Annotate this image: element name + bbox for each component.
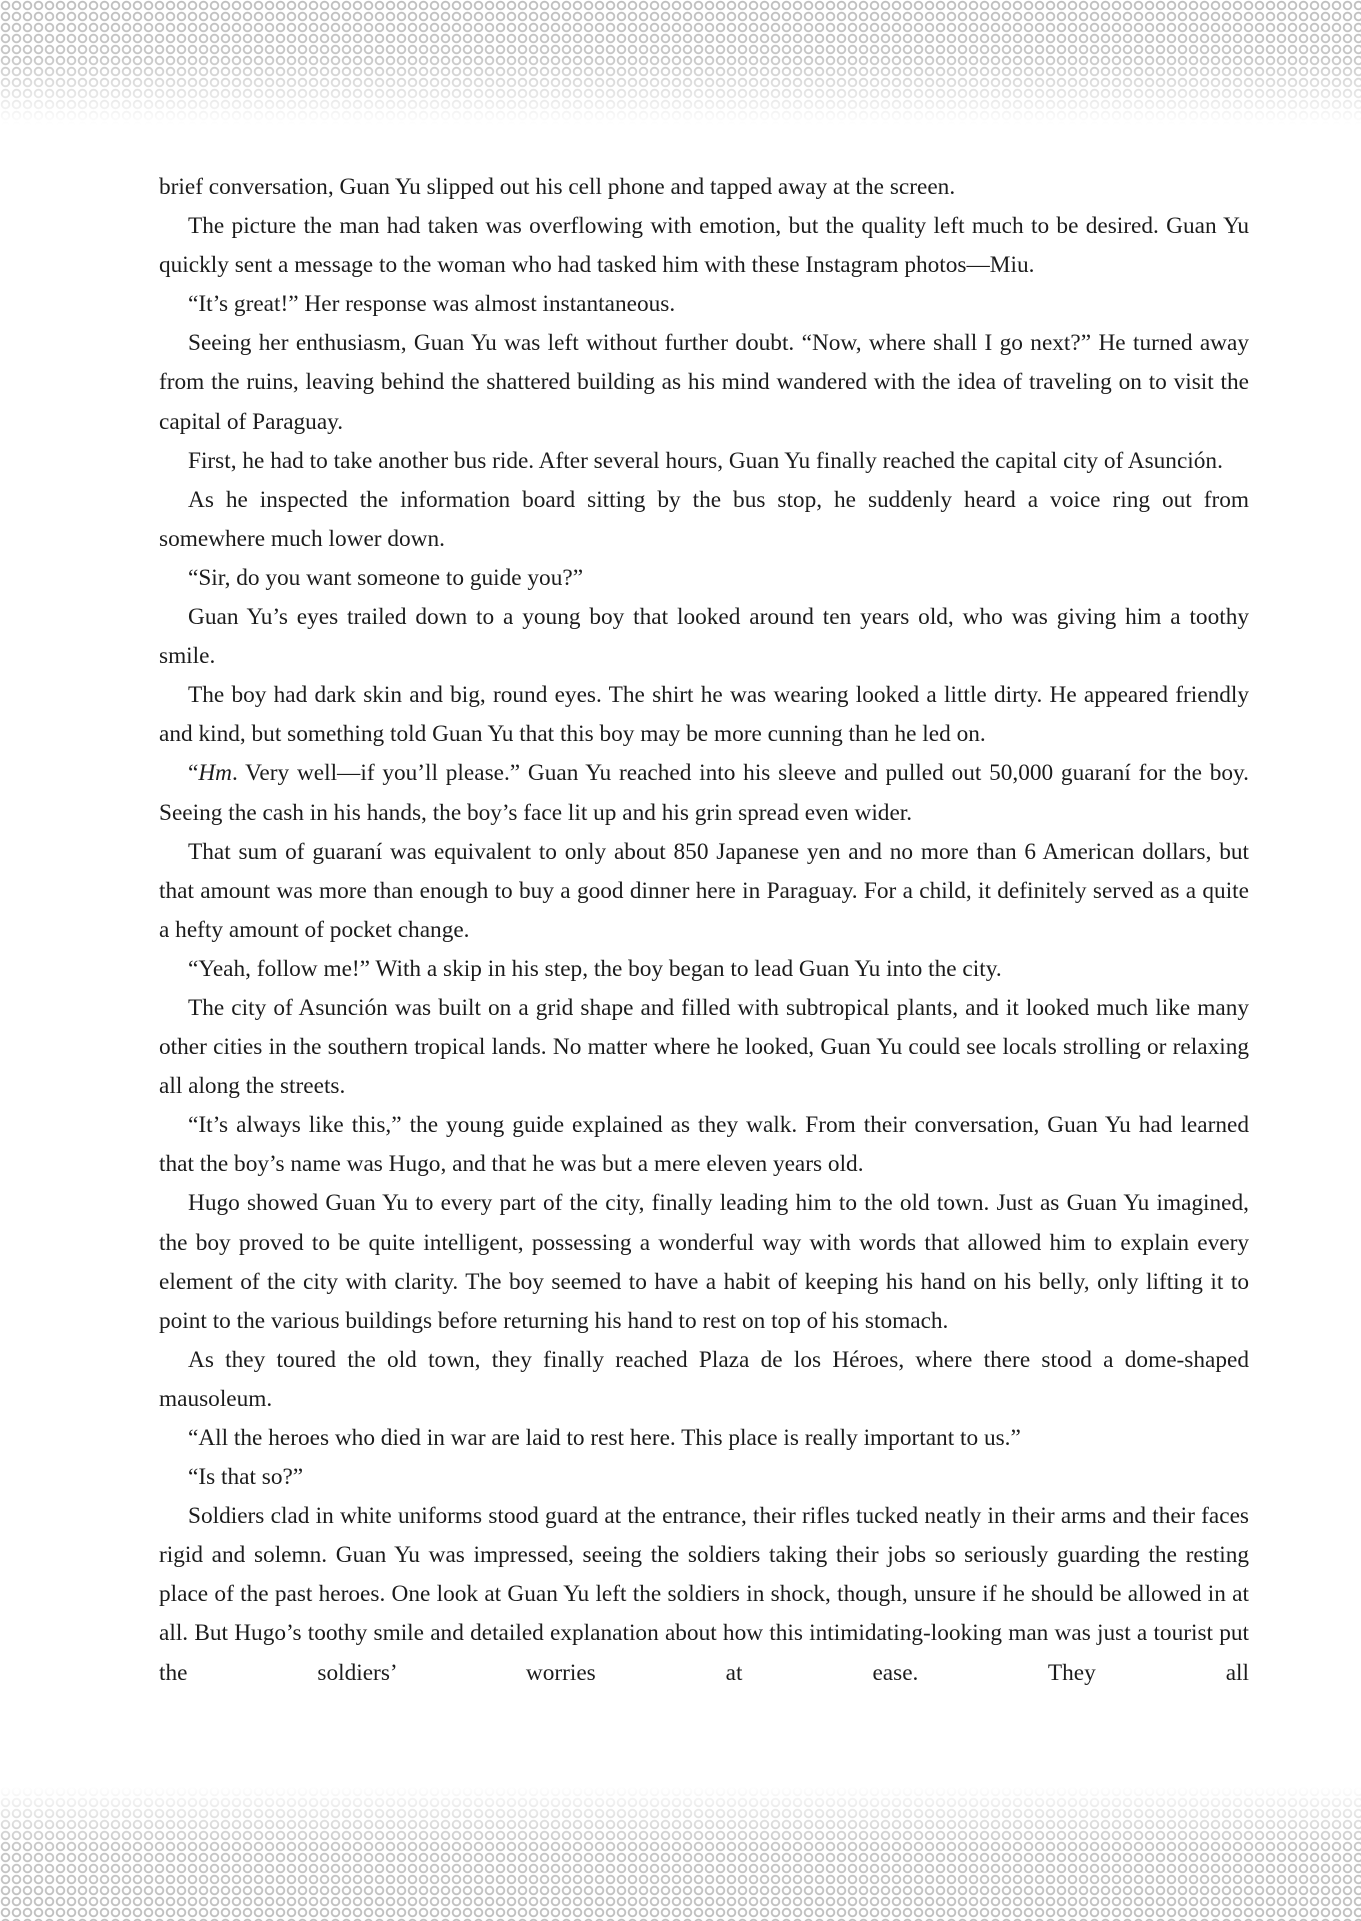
- paragraph-3: “It’s great!” Her response was almost instantaneous.: [188, 291, 676, 318]
- paragraph-13: The city of Asunción was built on a grid shape and filled with subtropical plants, and it looked much like many other cities in the southern tropical lands. No matter where he looked, Guan Yu could see locals strolling or relaxing all along the streets.: [159, 994, 1249, 1100]
- paragraph-9: The boy had dark skin and big, round eyes. The shirt he was wearing looked a little dirty. He appeared friendly and kind, but something told Guan Yu that this boy may be more cunning than he led on.: [159, 682, 1249, 748]
- paragraph-19: Soldiers clad in white uniforms stood guard at the entrance, their rifles tucked neatly in their arms and their faces rigid and solemn. Guan Yu was impressed, seeing the soldiers taking their jobs so seriously guarding the resting place of the past heroes. One look at Guan Yu left the soldiers in shock, though, unsure if he should be allowed in at all. But Hugo’s toothy smile and detailed explanation about how this intimidating-looking man was just a tourist put the soldiers’ worries at ease. They all: [159, 1503, 1249, 1686]
- open-quote: “: [188, 760, 199, 787]
- paragraph-6: As he inspected the information board sitting by the bus stop, he suddenly heard a voice ring out from somewhere much lower down.: [159, 486, 1249, 552]
- paragraph-15: Hugo showed Guan Yu to every part of the city, finally leading him to the old town. Just as Guan Yu imagined, the boy proved to be quite intelligent, possessing a wonderful way with words that allowed him to explain every element of the city with clarity. The boy seemed to have a habit of keeping his hand on his belly, only lifting it to point to the various buildings before returning his hand to rest on top of his stomach.: [159, 1190, 1249, 1334]
- paragraph-2: The picture the man had taken was overflowing with emotion, but the quality left much to be desired. Guan Yu quickly sent a message to the woman who had tasked him with these Instagram photos—Miu.: [159, 213, 1249, 279]
- paragraph-14: “It’s always like this,” the young guide explained as they walk. From their conversation, Guan Yu had learned that the boy’s name was Hugo, and that he was but a mere eleven years old.: [159, 1112, 1249, 1178]
- paragraph-11: That sum of guaraní was equivalent to only about 850 Japanese yen and no more than 6 American dollars, but that amount was more than enough to buy a good dinner here in Paraguay. For a child, it definitely served as a quite a hefty amount of pocket change.: [159, 838, 1249, 943]
- paragraph-7: “Sir, do you want someone to guide you?”: [188, 564, 584, 591]
- paragraph-17: “All the heroes who died in war are laid to rest here. This place is really important to us.”: [188, 1425, 1021, 1451]
- top-pattern-band: [0, 0, 1361, 125]
- page-body-text: [159, 168, 1249, 1693]
- paragraph-16: As they toured the old town, they finally reached Plaza de los Héroes, where there stood a dome-shaped mausoleum.: [159, 1346, 1249, 1412]
- italic-hm: Hm: [198, 760, 232, 787]
- paragraph-8: Guan Yu’s eyes trailed down to a young boy that looked around ten years old, who was giving him a toothy smile.: [159, 604, 1249, 670]
- paragraph-10-rest: . Very well—if you’ll please.” Guan Yu reached into his sleeve and pulled out 50,000 guaraní for the boy. Seeing the cash in his hands, the boy’s face lit up and his grin spread even wider.: [159, 760, 1249, 826]
- paragraph-12: “Yeah, follow me!” With a skip in his step, the boy began to lead Guan Yu into the city.: [188, 955, 1002, 982]
- bottom-pattern-band: [0, 1786, 1361, 1921]
- paragraph-18: “Is that so?”: [188, 1464, 304, 1491]
- paragraph-1: brief conversation, Guan Yu slipped out his cell phone and tapped away at the screen.: [159, 174, 956, 200]
- paragraph-4: Seeing her enthusiasm, Guan Yu was left without further doubt. “Now, where shall I go next?” He turned away from the ruins, leaving behind the shattered building as his mind wandered with the idea of traveling on to visit the capital of Paraguay.: [159, 330, 1249, 435]
- paragraph-5: First, he had to take another bus ride. After several hours, Guan Yu finally reached the capital city of Asunción.: [188, 447, 1223, 474]
- paragraph-10: [159, 754, 1249, 832]
